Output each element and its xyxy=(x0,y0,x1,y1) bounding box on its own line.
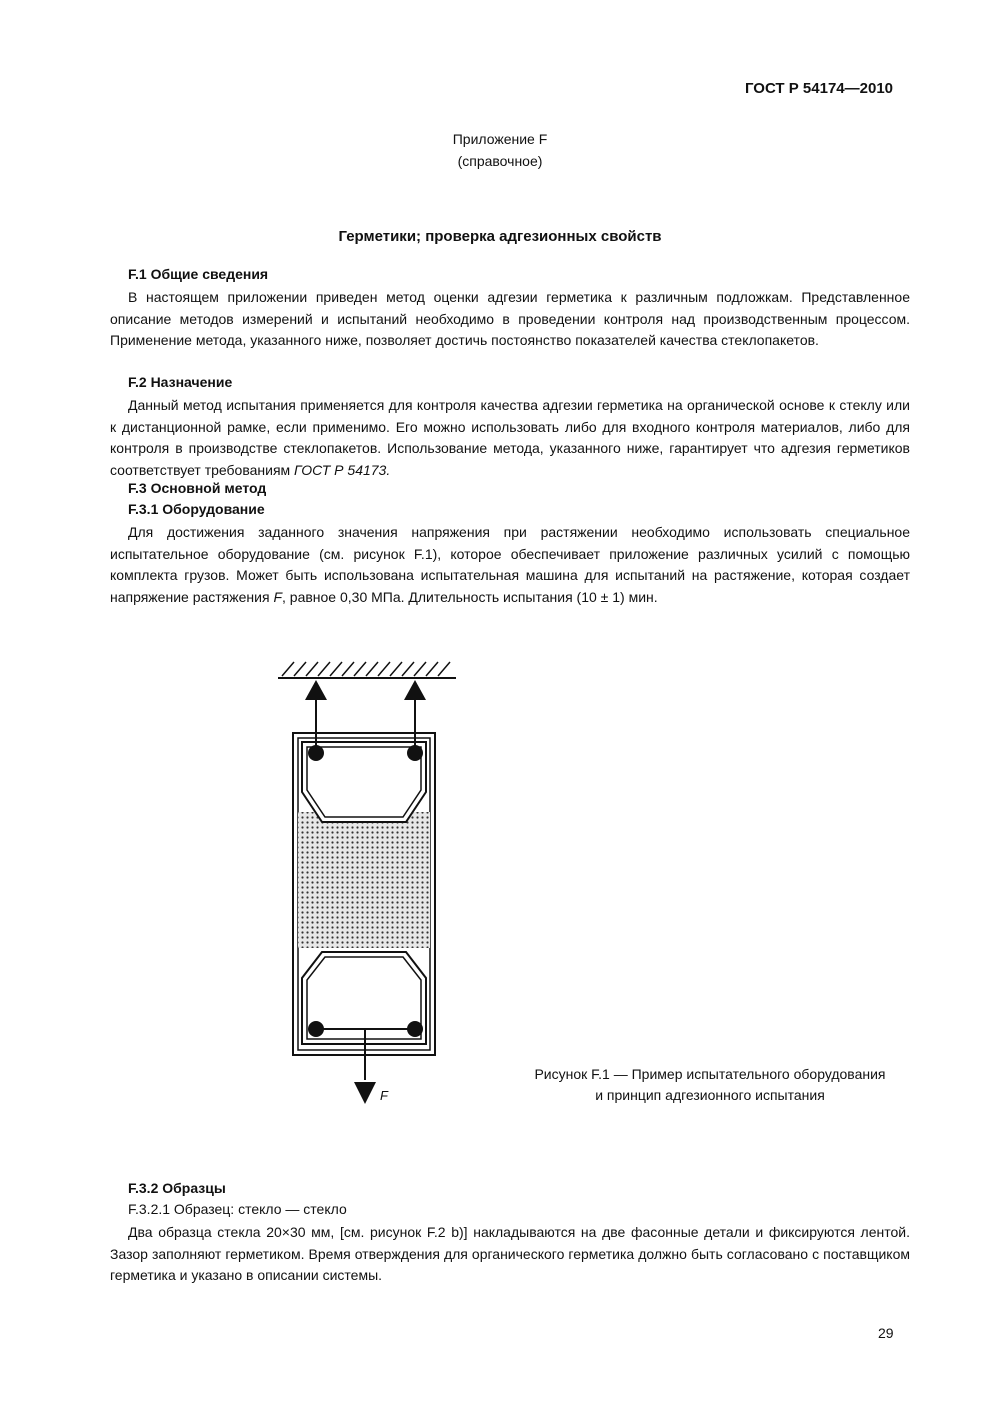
section-heading-f32: F.3.2 Образцы xyxy=(128,1180,226,1196)
section-heading-f3: F.3 Основной метод xyxy=(128,480,267,496)
annex-heading xyxy=(0,128,1000,172)
section-text-f1: В настоящем приложении приведен метод оценки адгезии герметика к различным подложкам. Представленное описание методов измерений и испытаний необходимо в проведении контроля над производственным процессом. Применение метода, указанного ниже, позволяет достичь постоянство показателей качества стеклопакетов. xyxy=(110,289,910,348)
section-text-f31-b: , равное 0,30 МПа. Длительность испытания (10 ± 1) мин. xyxy=(282,588,658,605)
section-text-f31 xyxy=(110,522,910,608)
section-heading-f1: F.1 Общие сведения xyxy=(128,266,269,282)
figure-caption-line1: Рисунок F.1 — Пример испытательного оборудования xyxy=(534,1066,886,1082)
annex-type: (справочное) xyxy=(457,153,543,169)
figure-caption xyxy=(495,1064,925,1106)
hatched-support xyxy=(278,662,456,678)
section-text-f2-body: Данный метод испытания применяется для контроля качества адгезии герметика на органической основе к стеклу или к дистанционной рамке, если применимо. Его можно использовать либо для входного контроля материалов, либо для контроля в производстве стеклопакетов. Использование метода, указанного ниже, гарантирует что адгезия герметиков соответствует требованиям xyxy=(110,397,910,478)
section-subheading-f321: F.3.2.1 Образец: стекло — стекло xyxy=(128,1201,347,1217)
figure-caption-line2: и принцип адгезионного испытания xyxy=(595,1087,825,1103)
figure-f1-diagram xyxy=(260,640,480,1110)
standard-number: ГОСТ Р 54174—2010 xyxy=(745,80,894,97)
force-label: F xyxy=(380,1088,388,1103)
annex-name: Приложение F xyxy=(452,131,548,147)
section-text-f2 xyxy=(110,395,910,481)
force-variable: F xyxy=(273,588,282,605)
page-number: 29 xyxy=(878,1325,894,1341)
section-text-f321: Два образца стекла 20×30 мм, [см. рисунок F.2 b)] накладываются на две фасонные детали и фиксируются лентой. Зазор заполняют герметиком. Время отверждения для органического герметика должно быть согласовано с поставщиком герметика и указано в описании системы. xyxy=(110,1224,910,1283)
annex-title: Герметики; проверка адгезионных свойств xyxy=(338,228,662,245)
sealant-sample xyxy=(298,812,430,948)
section-heading-f31: F.3.1 Оборудование xyxy=(128,501,265,517)
section-text-f31-a: Для достижения заданного значения напряжения при растяжении необходимо использовать специальное испытательное оборудование (см. рисунок F.1), которое обеспечивает приложение различных усилий с помощью комплекта грузов. Может быть использована испытательная машина для испытаний на растяжение, которая создает напряжение растяжения xyxy=(110,524,910,605)
section-heading-f2: F.2 Назначение xyxy=(128,374,233,390)
standard-reference: ГОСТ Р 54173. xyxy=(294,461,391,478)
